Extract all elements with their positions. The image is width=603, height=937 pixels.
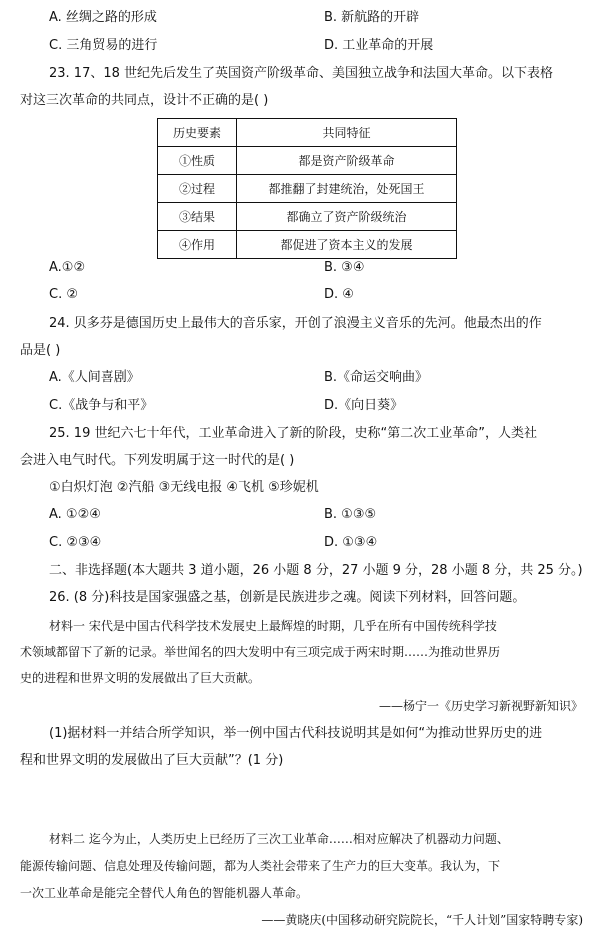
q24-stem-line1: 24. 贝多芬是德国历史上最伟大的音乐家，开创了浪漫主义音乐的先河。他最杰出的作 [49,316,542,331]
q25-option-b: B. ①③⑤ [324,507,377,522]
q23-option-a: A.①② [49,260,86,275]
q25-items: ①白炽灯泡 ②汽船 ③无线电报 ④飞机 ⑤珍妮机 [49,480,319,495]
q26-stem: 26. (8 分)科技是国家强盛之基，创新是民族进步之魂。阅读下列材料，回答问题。 [49,590,526,605]
table-cell: ②过程 [158,175,237,203]
q22-option-a: A. 丝绸之路的形成 [49,10,157,25]
q25-stem-line2: 会进入电气时代。下列发明属于这一时代的是( ) [20,453,295,468]
q25-option-a: A. ①②④ [49,507,101,522]
q22-option-c: C. 三角贸易的进行 [49,38,158,53]
table-cell: ③结果 [158,203,237,231]
q25-option-d: D. ①③④ [324,535,378,550]
table-row [158,231,457,259]
q22-option-d: D. 工业革命的开展 [324,38,434,53]
table-header: 历史要素 [158,119,237,147]
q24-option-a: A.《人间喜剧》 [49,370,140,385]
q24-option-b: B.《命运交响曲》 [324,370,429,385]
q26-material2-line3: 一次工业革命是能完全替代人角色的智能机器人革命。 [20,886,309,900]
q23-stem-line2: 对这三次革命的共同点，设计不正确的是( ) [20,93,269,108]
q23-table [157,118,457,259]
q22-option-b: B. 新航路的开辟 [324,10,420,25]
table-header-row [158,119,457,147]
q26-material2-source: ——黄晓庆(中国移动研究院院长，“千人计划”国家特聘专家) [261,913,583,927]
table-row [158,175,457,203]
table-row [158,203,457,231]
table-cell: 都是资产阶级革命 [237,147,457,175]
q26-material2-line1: 材料二 迄今为止，人类历史上已经历了三次工业革命……相对应解决了机器动力问题、 [49,832,509,846]
table-cell: ④作用 [158,231,237,259]
q26-material1-line1: 材料一 宋代是中国古代科学技术发展史上最辉煌的时期，几乎在所有中国传统科学技 [49,619,497,633]
q26-sub1-line1: (1)据材料一并结合所学知识，举一例中国古代科技说明其是如何“为推动世界历史的进 [49,726,543,741]
table-row [158,147,457,175]
q24-stem-line2: 品是( ) [20,343,61,358]
table-cell: 都促进了资本主义的发展 [237,231,457,259]
q26-material1-line2: 术领域都留下了新的记录。举世闻名的四大发明中有三项完成于两宋时期……为推动世界历 [20,645,501,659]
q26-material2-line2: 能源传输问题、信息处理及传输问题，都为人类社会带来了生产力的巨大变革。我认为，下 [20,859,501,873]
table-cell: 都确立了资产阶级统治 [237,203,457,231]
q24-option-d: D.《向日葵》 [324,398,404,413]
table-cell: ①性质 [158,147,237,175]
q26-material1-source: ——杨宁一《历史学习新视野新知识》 [378,699,583,713]
q23-option-c: C. ② [49,287,78,302]
q25-stem-line1: 25. 19 世纪六七十年代，工业革命进入了新的阶段，史称“第二次工业革命”，人类社 [49,426,537,441]
q23-stem-line1: 23. 17、18 世纪先后发生了英国资产阶级革命、美国独立战争和法国大革命。以下表格 [49,66,554,81]
q25-option-c: C. ②③④ [49,535,102,550]
q24-option-c: C.《战争与和平》 [49,398,154,413]
section2-heading: 二、非选择题(本大题共 3 道小题，26 小题 8 分，27 小题 9 分，28 小题 8 分，共 25 分。) [49,563,583,578]
table-cell: 都推翻了封建统治，处死国王 [237,175,457,203]
table-header: 共同特征 [237,119,457,147]
q23-option-d: D. ④ [324,287,354,302]
q26-sub1-line2: 程和世界文明的发展做出了巨大贡献”？(1 分) [20,753,284,768]
q23-option-b: B. ③④ [324,260,365,275]
q26-material1-line3: 史的进程和世界文明的发展做出了巨大贡献。 [20,671,261,685]
